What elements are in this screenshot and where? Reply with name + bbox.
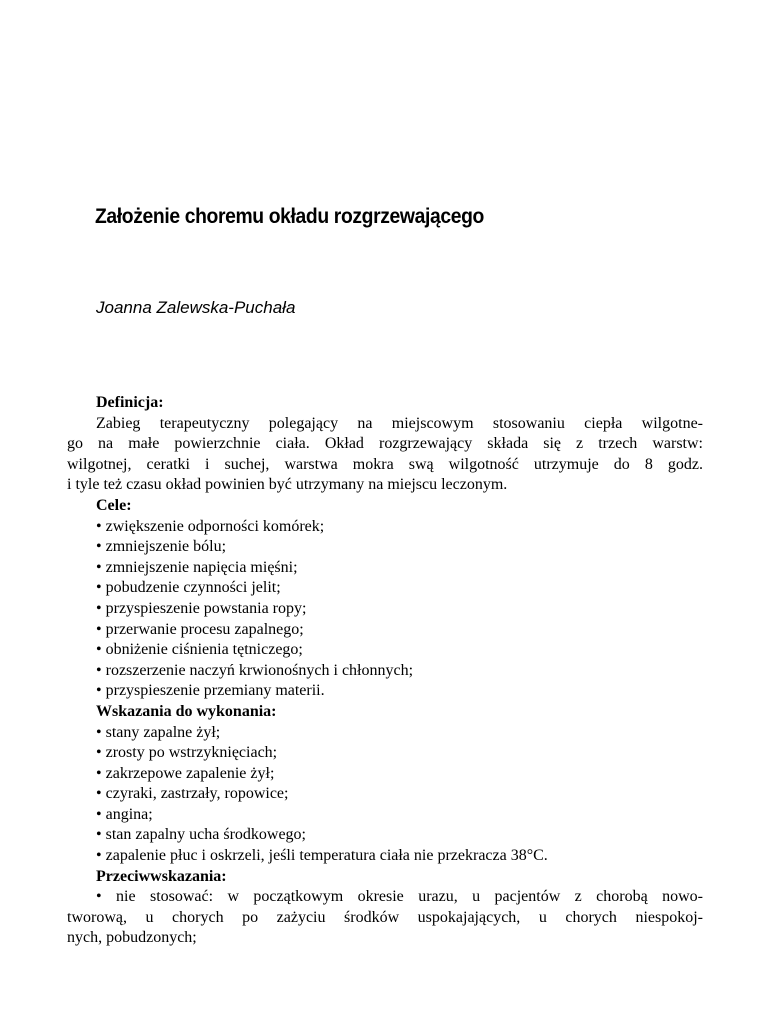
goals-list-item: • przerwanie procesu zapalnego; bbox=[67, 620, 703, 641]
definition-line: wilgotnej, ceratki i suchej, warstwa mokra swą wilgotność utrzymuje do 8 godz. bbox=[67, 455, 703, 473]
indications-list-item: • angina; bbox=[67, 805, 703, 826]
goals-heading: Cele: bbox=[96, 496, 132, 514]
goals-list-item: • rozszerzenie naczyń krwionośnych i chłonnych; bbox=[67, 661, 703, 682]
goals-list-item: • zmniejszenie bólu; bbox=[67, 537, 703, 558]
author-name: Joanna Zalewska-Puchała bbox=[96, 298, 296, 317]
indications-heading: Wskazania do wykonania: bbox=[96, 702, 277, 720]
goals-list-item: • zmniejszenie napięcia mięśni; bbox=[67, 558, 703, 579]
contraindications-heading: Przeciwwskazania: bbox=[96, 867, 227, 885]
definition-line: i tyle też czasu okład powinien być utrzymany na miejscu leczonym. bbox=[67, 476, 508, 494]
contraindications-line: tworową, u chorych po zażyciu środków uspokajających, u chorych niespokoj- bbox=[67, 908, 703, 926]
goals-list-item: • przyspieszenie powstania ropy; bbox=[67, 599, 703, 620]
goals-list-item: • obniżenie ciśnienia tętniczego; bbox=[67, 640, 703, 661]
indications-list-item: • stan zapalny ucha środkowego; bbox=[67, 825, 703, 846]
indications-list-item: • zapalenie płuc i oskrzeli, jeśli temperatura ciała nie przekracza 38°C. bbox=[67, 846, 703, 867]
definition-heading: Definicja: bbox=[96, 394, 164, 411]
definition-line: go na małe powierzchnie ciała. Okład rozgrzewający składa się z trzech warstw: bbox=[67, 435, 703, 453]
indications-list-item: • zrosty po wstrzyknięciach; bbox=[67, 743, 703, 764]
indications-list-item: • zakrzepowe zapalenie żył; bbox=[67, 764, 703, 785]
definition-line: Zabieg terapeutyczny polegający na miejscowym stosowaniu ciepła wilgotne- bbox=[96, 414, 703, 432]
goals-list-item: • przyspieszenie przemiany materii. bbox=[67, 681, 703, 702]
goals-list-item: • pobudzenie czynności jelit; bbox=[67, 578, 703, 599]
contraindications-line: nych, pobudzonych; bbox=[67, 929, 197, 947]
contraindications-line: • nie stosować: w początkowym okresie urazu, u pacjentów z chorobą nowo- bbox=[67, 887, 703, 908]
indications-list-item: • stany zapalne żył; bbox=[67, 723, 703, 744]
goals-list-item: • zwiększenie odporności komórek; bbox=[67, 517, 703, 538]
document-body bbox=[67, 393, 703, 949]
page-title: Założenie choremu okładu rozgrzewającego bbox=[95, 205, 484, 228]
indications-list-item: • czyraki, zastrzały, ropowice; bbox=[67, 784, 703, 805]
